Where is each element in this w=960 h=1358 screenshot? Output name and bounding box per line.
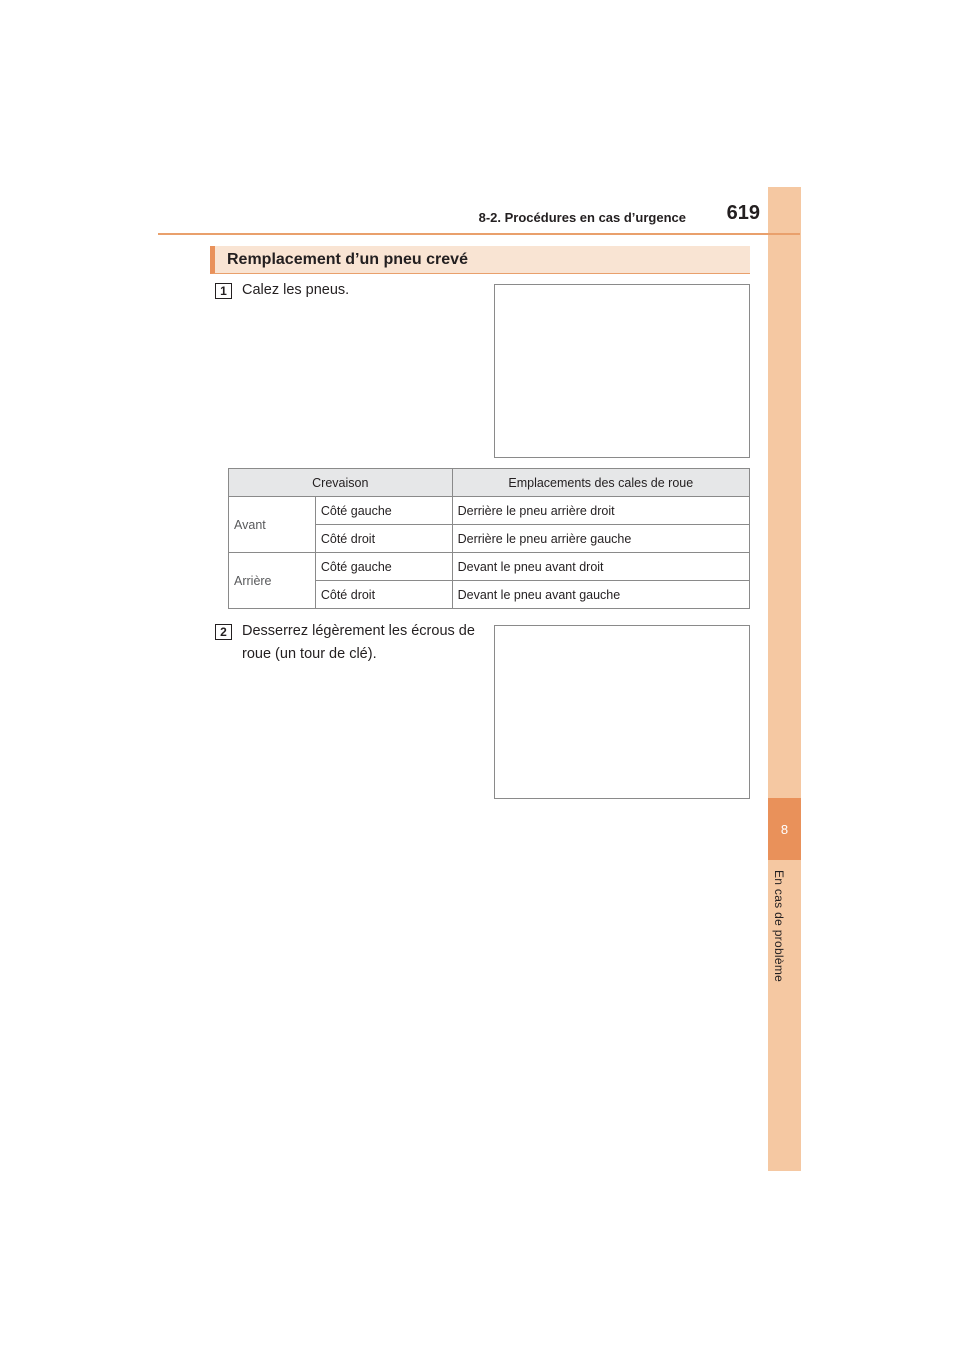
table-cell-location: Devant le pneu avant gauche <box>452 581 749 609</box>
table-cell-location: Devant le pneu avant droit <box>452 553 749 581</box>
table-row <box>229 497 750 525</box>
chapter-title: En cas de problème <box>772 870 786 983</box>
table-header-row <box>229 469 750 497</box>
table-header-puncture: Crevaison <box>229 469 453 497</box>
step-2-text-line-1: Desserrez légèrement les écrous de <box>242 623 475 639</box>
header-rule <box>158 233 800 235</box>
step-2-text <box>242 620 475 666</box>
step-1-text: Calez les pneus. <box>242 282 350 298</box>
section-heading-bar <box>210 246 750 274</box>
chapter-side-band <box>768 187 801 1171</box>
step-1-number: 1 <box>215 283 232 299</box>
table-cell-position: Arrière <box>229 553 316 609</box>
table-header-chock-location: Emplacements des cales de roue <box>452 469 749 497</box>
step-2-number: 2 <box>215 624 232 640</box>
table-row <box>229 553 750 581</box>
table-cell-side: Côté droit <box>315 581 452 609</box>
table-cell-location: Derrière le pneu arrière gauche <box>452 525 749 553</box>
table-cell-side: Côté gauche <box>315 497 452 525</box>
header-section-title: 8-2. Procédures en cas d’urgence <box>478 210 686 225</box>
wheel-chock-table <box>228 468 750 609</box>
chapter-number-tab <box>768 798 801 860</box>
table-cell-position: Avant <box>229 497 316 553</box>
step-2-text-line-2: roue (un tour de clé). <box>242 646 377 662</box>
section-title: Remplacement d’un pneu crevé <box>227 251 468 268</box>
page-number: 619 <box>726 202 760 224</box>
step-2-illustration <box>494 625 750 799</box>
table-cell-location: Derrière le pneu arrière droit <box>452 497 749 525</box>
table-cell-side: Côté gauche <box>315 553 452 581</box>
chapter-number: 8 <box>780 821 789 837</box>
table-cell-side: Côté droit <box>315 525 452 553</box>
step-1-illustration <box>494 284 750 458</box>
